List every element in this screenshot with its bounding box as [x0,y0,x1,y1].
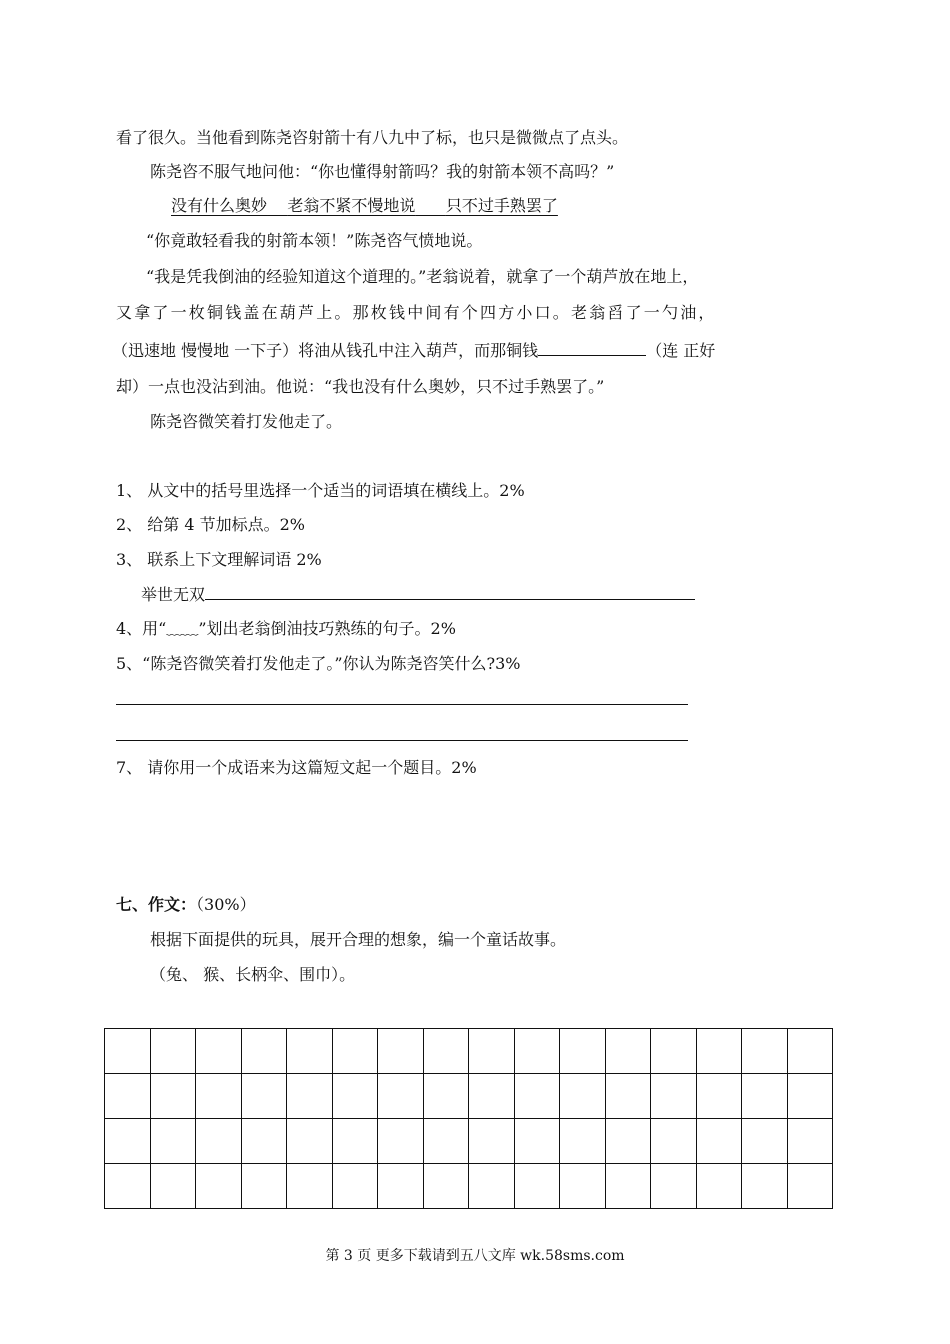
grid-cell[interactable] [787,1029,833,1074]
question-1: 1、 从文中的括号里选择一个适当的词语填在横线上。2% [116,481,525,500]
composition-prompt: 根据下面提供的玩具，展开合理的想象，编一个童话故事。 [150,930,567,949]
passage-line-8: 却）一点也没沾到油。他说：“我也没有什么奥妙，只不过手熟罢了。” [116,377,605,396]
grid-cell[interactable] [696,1164,742,1209]
question-2: 2、 给第 4 节加标点。2% [116,515,306,534]
composition-heading-line [116,894,256,916]
grid-cell[interactable] [378,1164,424,1209]
grid-cell[interactable] [696,1029,742,1074]
grid-cell[interactable] [241,1074,287,1119]
grid-cell[interactable] [651,1074,697,1119]
grid-row [105,1164,833,1209]
passage-line-4: “你竟敢轻看我的射箭本领！”陈尧咨气愤地说。 [146,231,483,250]
grid-cell[interactable] [287,1164,333,1209]
grid-cell[interactable] [469,1164,515,1209]
passage-line-9: 陈尧咨微笑着打发他走了。 [150,412,343,431]
grid-cell[interactable] [469,1029,515,1074]
question-7: 7、 请你用一个成语来为这篇短文起一个题目。2% [116,758,477,777]
grid-cell[interactable] [469,1119,515,1164]
grid-cell[interactable] [423,1119,469,1164]
grid-row [105,1119,833,1164]
grid-cell[interactable] [287,1029,333,1074]
passage-line-2: 陈尧咨不服气地问他：“你也懂得射箭吗？我的射箭本领不高吗？” [150,162,615,181]
passage-line-3-gap [267,196,287,215]
grid-cell[interactable] [423,1164,469,1209]
grid-cell[interactable] [469,1074,515,1119]
question-3-word [141,584,695,606]
grid-cell[interactable] [105,1119,151,1164]
grid-cell[interactable] [787,1164,833,1209]
grid-cell[interactable] [196,1119,242,1164]
passage-line-6: 又拿了一枚铜钱盖在葫芦上。那枚钱中间有个四方小口。老翁舀了一勺油， [116,303,717,322]
grid-cell[interactable] [105,1164,151,1209]
grid-cell[interactable] [605,1029,651,1074]
composition-heading: 七、作文： [116,895,197,914]
question-3-word-text: 举世无双 [141,585,206,604]
grid-cell[interactable] [423,1029,469,1074]
grid-row [105,1029,833,1074]
grid-cell[interactable] [423,1074,469,1119]
grid-cell[interactable] [605,1164,651,1209]
grid-cell[interactable] [332,1029,378,1074]
grid-cell[interactable] [742,1164,788,1209]
grid-cell[interactable] [332,1164,378,1209]
passage-line-3 [171,195,558,217]
grid-cell[interactable] [241,1164,287,1209]
passage-line-7-b: （连 正好 [646,341,716,360]
passage-line-3-part-2: 老翁不紧不慢地说 [287,196,416,215]
passage-line-7 [112,340,715,362]
grid-cell[interactable] [514,1119,560,1164]
passage-line-7-a: （迅速地 慢慢地 一下子）将油从钱孔中注入葫芦，而那铜钱 [112,341,539,360]
grid-cell[interactable] [742,1074,788,1119]
grid-cell[interactable] [150,1119,196,1164]
grid-cell[interactable] [560,1029,606,1074]
grid-cell[interactable] [742,1029,788,1074]
page-footer: 第 3 页 更多下载请到五八文库 wk.58sms.com [325,1248,625,1264]
grid-cell[interactable] [651,1029,697,1074]
grid-cell[interactable] [514,1074,560,1119]
grid-cell[interactable] [514,1164,560,1209]
question-4: 4、用“﹏﹏”划出老翁倒油技巧熟练的句子。2% [116,619,456,638]
passage-line-3-gap-2 [415,196,446,215]
grid-cell[interactable] [332,1119,378,1164]
grid-cell[interactable] [605,1119,651,1164]
grid-cell[interactable] [150,1074,196,1119]
grid-cell[interactable] [287,1074,333,1119]
grid-cell[interactable] [378,1119,424,1164]
grid-cell[interactable] [560,1164,606,1209]
grid-cell[interactable] [378,1029,424,1074]
passage-line-3-part-3: 只不过手熟罢了 [445,196,558,215]
question-5-answer-line-2[interactable] [116,740,688,741]
grid-cell[interactable] [105,1029,151,1074]
grid-cell[interactable] [651,1119,697,1164]
grid-row [105,1074,833,1119]
grid-cell[interactable] [150,1164,196,1209]
grid-cell[interactable] [196,1074,242,1119]
question-3-answer-line[interactable] [205,598,695,600]
grid-cell[interactable] [332,1074,378,1119]
grid-cell[interactable] [651,1164,697,1209]
grid-cell[interactable] [105,1074,151,1119]
grid-cell[interactable] [241,1029,287,1074]
grid-cell[interactable] [696,1074,742,1119]
writing-grid [104,1028,833,1209]
grid-cell[interactable] [560,1074,606,1119]
grid-cell[interactable] [150,1029,196,1074]
grid-cell[interactable] [787,1074,833,1119]
passage-line-5: “我是凭我倒油的经验知道这个道理的。”老翁说着，就拿了一个葫芦放在地上， [146,267,699,286]
question-5: 5、“陈尧咨微笑着打发他走了。”你认为陈尧咨笑什么?3% [116,654,521,673]
composition-items: （兔、 猴、长柄伞、围巾）。 [150,965,356,984]
composition-score: （30%） [196,895,256,914]
fill-in-blank[interactable] [538,354,646,356]
grid-cell[interactable] [241,1119,287,1164]
passage-line-1: 看了很久。当他看到陈尧咨射箭十有八九中了标，也只是微微点了点头。 [116,128,629,147]
question-3: 3、 联系上下文理解词语 2% [116,550,322,569]
grid-cell[interactable] [287,1119,333,1164]
question-5-answer-line-1[interactable] [116,704,688,705]
grid-cell[interactable] [514,1029,560,1074]
grid-cell[interactable] [605,1074,651,1119]
grid-cell[interactable] [196,1029,242,1074]
passage-line-3-part-1: 没有什么奥妙 [171,196,268,215]
grid-cell[interactable] [196,1164,242,1209]
grid-cell[interactable] [378,1074,424,1119]
grid-cell[interactable] [560,1119,606,1164]
grid-cell[interactable] [742,1119,788,1164]
grid-cell[interactable] [696,1119,742,1164]
grid-cell[interactable] [787,1119,833,1164]
